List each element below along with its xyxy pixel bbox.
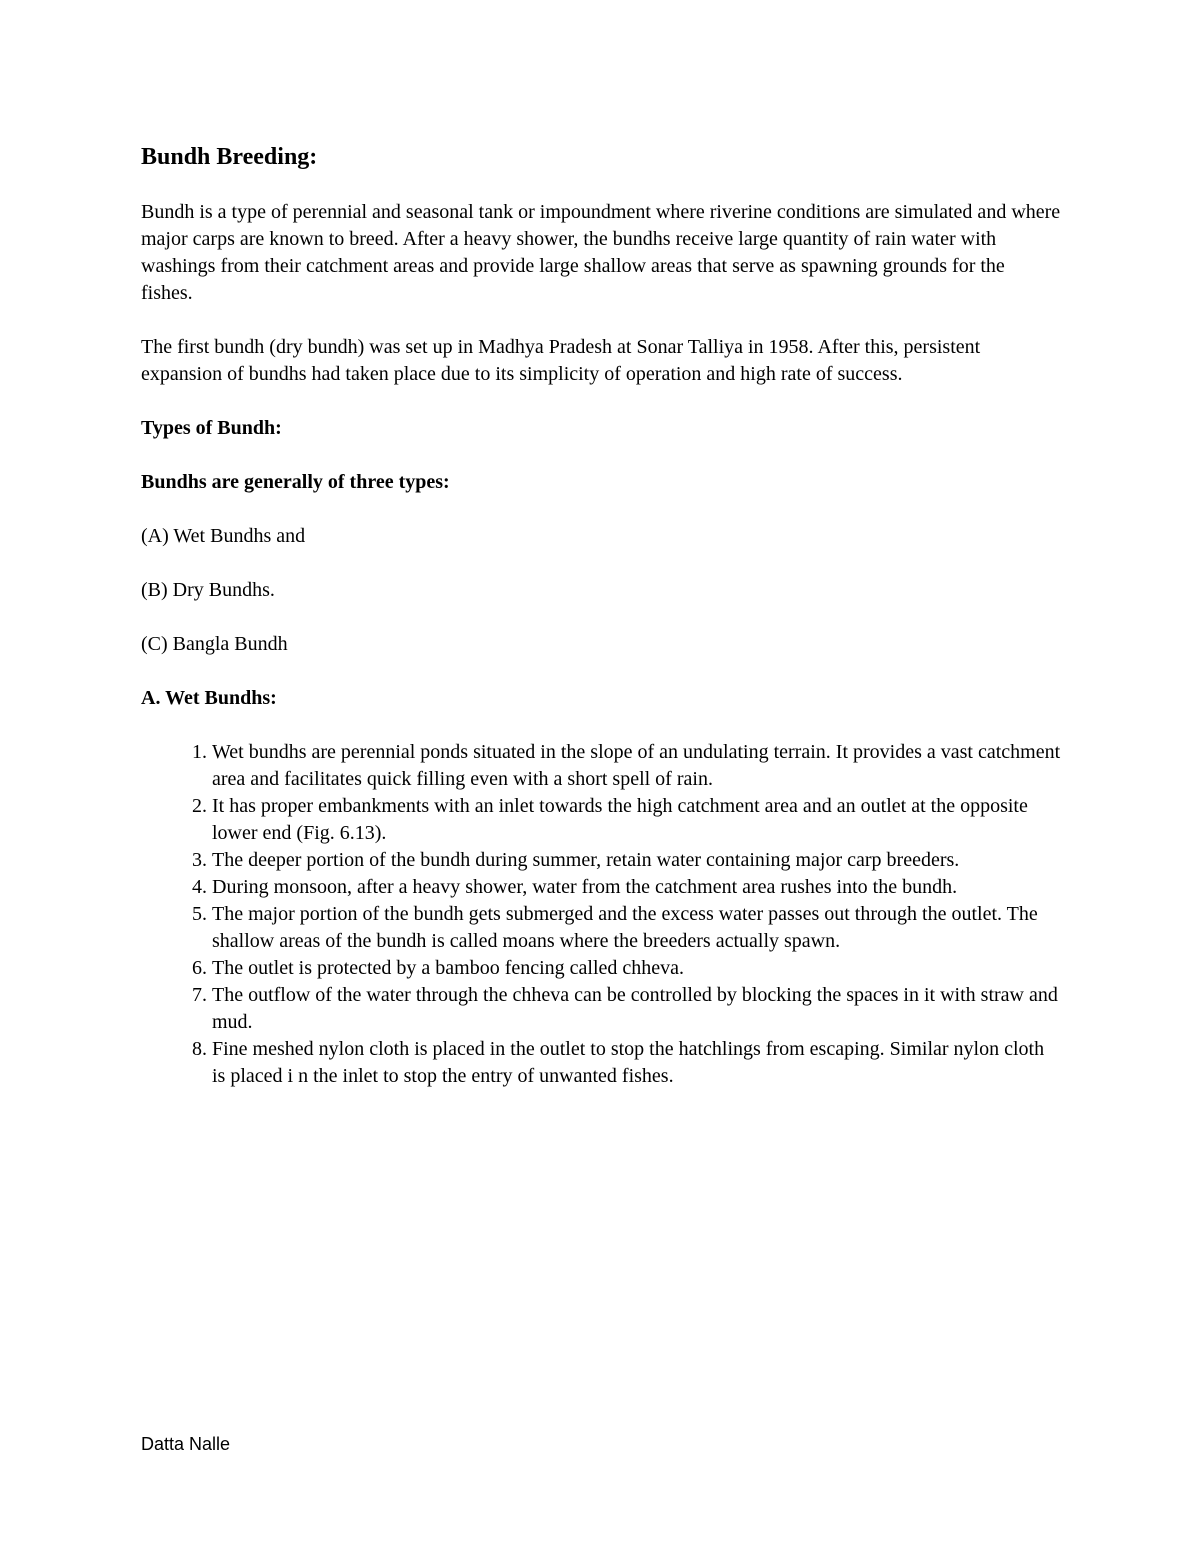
type-item-wet: (A) Wet Bundhs and (141, 525, 306, 547)
document-body (141, 142, 1061, 1090)
wet-bundhs-list (141, 739, 1061, 1090)
page-title: Bundh Breeding: (141, 144, 318, 170)
paragraph-intro: Bundh is a type of perennial and seasonal tank or impoundment where riverine conditions are simulated and where major carps are known to breed. After a heavy shower, the bundhs receive large quantity of rain water with washings from their catchment areas and provide large shallow areas that serve as spawning grounds for the fishes. (141, 201, 1061, 304)
list-item: 3. The deeper portion of the bundh during summer, retain water containing major carp breeders. (212, 847, 1061, 874)
list-item: 2. It has proper embankments with an inlet towards the high catchment area and an outlet at the opposite lower end (Fig. 6.13). (212, 793, 1061, 847)
types-heading: Types of Bundh: (141, 417, 282, 439)
list-item: 4. During monsoon, after a heavy shower, water from the catchment area rushes into the bundh. (212, 874, 1061, 901)
list-item: 6. The outlet is protected by a bamboo fencing called chheva. (212, 955, 1061, 982)
list-item: 7. The outflow of the water through the chheva can be controlled by blocking the spaces in it with straw and mud. (212, 982, 1061, 1036)
types-intro: Bundhs are generally of three types: (141, 471, 450, 493)
list-item: 5. The major portion of the bundh gets submerged and the excess water passes out through the outlet. The shallow areas of the bundh is called moans where the breeders actually spawn. (212, 901, 1061, 955)
wet-bundhs-heading: A. Wet Bundhs: (141, 687, 277, 709)
list-item: 1. Wet bundhs are perennial ponds situated in the slope of an undulating terrain. It provides a vast catchment area and facilitates quick filling even with a short spell of rain. (212, 739, 1061, 793)
paragraph-history: The first bundh (dry bundh) was set up in Madhya Pradesh at Sonar Talliya in 1958. After this, persistent expansion of bundhs had taken place due to its simplicity of operation and high rate of success. (141, 336, 981, 385)
footer-author: Datta Nalle (141, 1434, 231, 1454)
type-item-dry: (B) Dry Bundhs. (141, 579, 275, 601)
list-item: 8. Fine meshed nylon cloth is placed in the outlet to stop the hatchlings from escaping. Similar nylon cloth is placed i n the inlet to stop the entry of unwanted fishes. (212, 1036, 1061, 1090)
type-item-bangla: (C) Bangla Bundh (141, 633, 288, 655)
